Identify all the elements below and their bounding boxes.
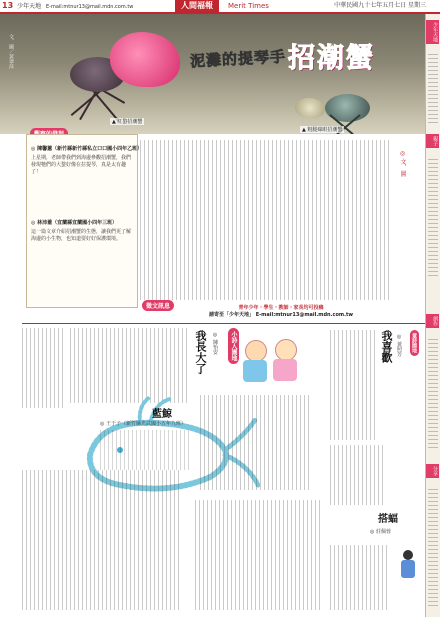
header-left bbox=[2, 0, 133, 13]
article-byline: ◎ 文、圖 bbox=[399, 150, 406, 177]
section-name: 少年天地 bbox=[17, 3, 42, 10]
reader-notes-panel bbox=[26, 134, 143, 308]
poem-badge-right: 童詩園地 bbox=[410, 330, 419, 356]
caption-right: ▲ 粗腿綠眼招潮蟹 bbox=[302, 127, 343, 133]
page-header bbox=[0, 0, 440, 14]
promo-badge: 徵文訊息 bbox=[142, 300, 174, 311]
sidebar-text-4 bbox=[428, 489, 438, 609]
page-number: 13 bbox=[2, 1, 14, 10]
poem3-text bbox=[100, 430, 190, 470]
poem1-text bbox=[70, 328, 188, 403]
hero-photo bbox=[0, 14, 426, 134]
poet-badge: 小詩人園地 bbox=[228, 328, 239, 364]
poem1-title: 我長大了 bbox=[194, 330, 207, 374]
left-column-text bbox=[22, 328, 64, 408]
note1-body: 上星期，老師帶我們到海邊參觀招潮蟹，我們發現牠們的大螯好像在拉提琴，真是太有趣了！ bbox=[31, 155, 132, 175]
girl-illustration bbox=[400, 550, 416, 580]
sidebar-tag-3: 創作 bbox=[426, 314, 439, 328]
promo-text bbox=[136, 305, 426, 319]
sidebar-tag-1: 少年天地 bbox=[426, 20, 439, 44]
poem2-title: 我喜歡 bbox=[380, 330, 393, 363]
poem4-author: ◎ 莊佩蓉 bbox=[370, 529, 391, 535]
poem3-title: 藍鯨 bbox=[152, 409, 172, 420]
promo-line1: 青年少年・學生・教師・家長均可投稿 bbox=[238, 305, 324, 311]
lower-middle-text bbox=[200, 395, 310, 490]
crab-photo-left bbox=[50, 22, 200, 112]
note1-heading: ◎ 陳馨蕙（新竹縣新竹縣私立口口國小四年乙班） bbox=[31, 146, 143, 152]
promo-line2: 請寄至「少年天地」 E-mail:mtnur13@mail.mdn.com.tw bbox=[208, 312, 354, 318]
poem4-text bbox=[330, 445, 385, 505]
section-divider bbox=[22, 323, 426, 324]
sidebar-text-2 bbox=[428, 159, 438, 279]
masthead-logo: 人間福報 bbox=[175, 0, 219, 12]
feature-subtitle: 泥灘的提琴手 bbox=[189, 47, 287, 71]
caption-left: ▲ 紅螯招潮蟹 bbox=[112, 119, 143, 125]
photo-credit: 文、圖／黃翠萍 bbox=[8, 34, 14, 69]
note2-body: 這一篇文章介紹招潮蟹的生態，讓我們更了解海邊的小生物，也知道要好好保護環境。 bbox=[31, 229, 132, 242]
feature-title: 招潮蟹 bbox=[288, 43, 375, 74]
header-date: 中華民國九十七年五月七日 星期三 bbox=[334, 2, 426, 9]
poem4-title: 搭蝠 bbox=[378, 514, 398, 525]
sidebar-text-1 bbox=[428, 54, 438, 124]
right-sidebar bbox=[425, 14, 440, 617]
sidebar-tag-4: 分享 bbox=[426, 464, 439, 478]
note2-heading: ◎ 林沛蓁（宜蘭縣宜蘭國小四年三班） bbox=[31, 220, 118, 226]
poem1-author: ◎ 陳怡安 bbox=[212, 332, 218, 355]
header-email: E-mail:mtnur13@mail.mdn.com.tw bbox=[46, 4, 134, 10]
bottom-text-left bbox=[22, 470, 182, 610]
sidebar-text-3 bbox=[428, 339, 438, 449]
sidebar-tag-2: 親子 bbox=[426, 134, 439, 148]
poem3-author: ◎ 王于子（新竹縣光武國小五年九班） bbox=[100, 421, 186, 427]
bottom-text-right bbox=[330, 545, 390, 610]
poem2-text bbox=[330, 330, 375, 440]
bottom-text-middle bbox=[195, 500, 320, 610]
poem2-author: ◎ 黃照芳 bbox=[396, 334, 402, 357]
masthead-en: Merit Times bbox=[228, 2, 269, 10]
kids-illustration bbox=[240, 335, 310, 385]
article-body-text bbox=[140, 140, 390, 300]
